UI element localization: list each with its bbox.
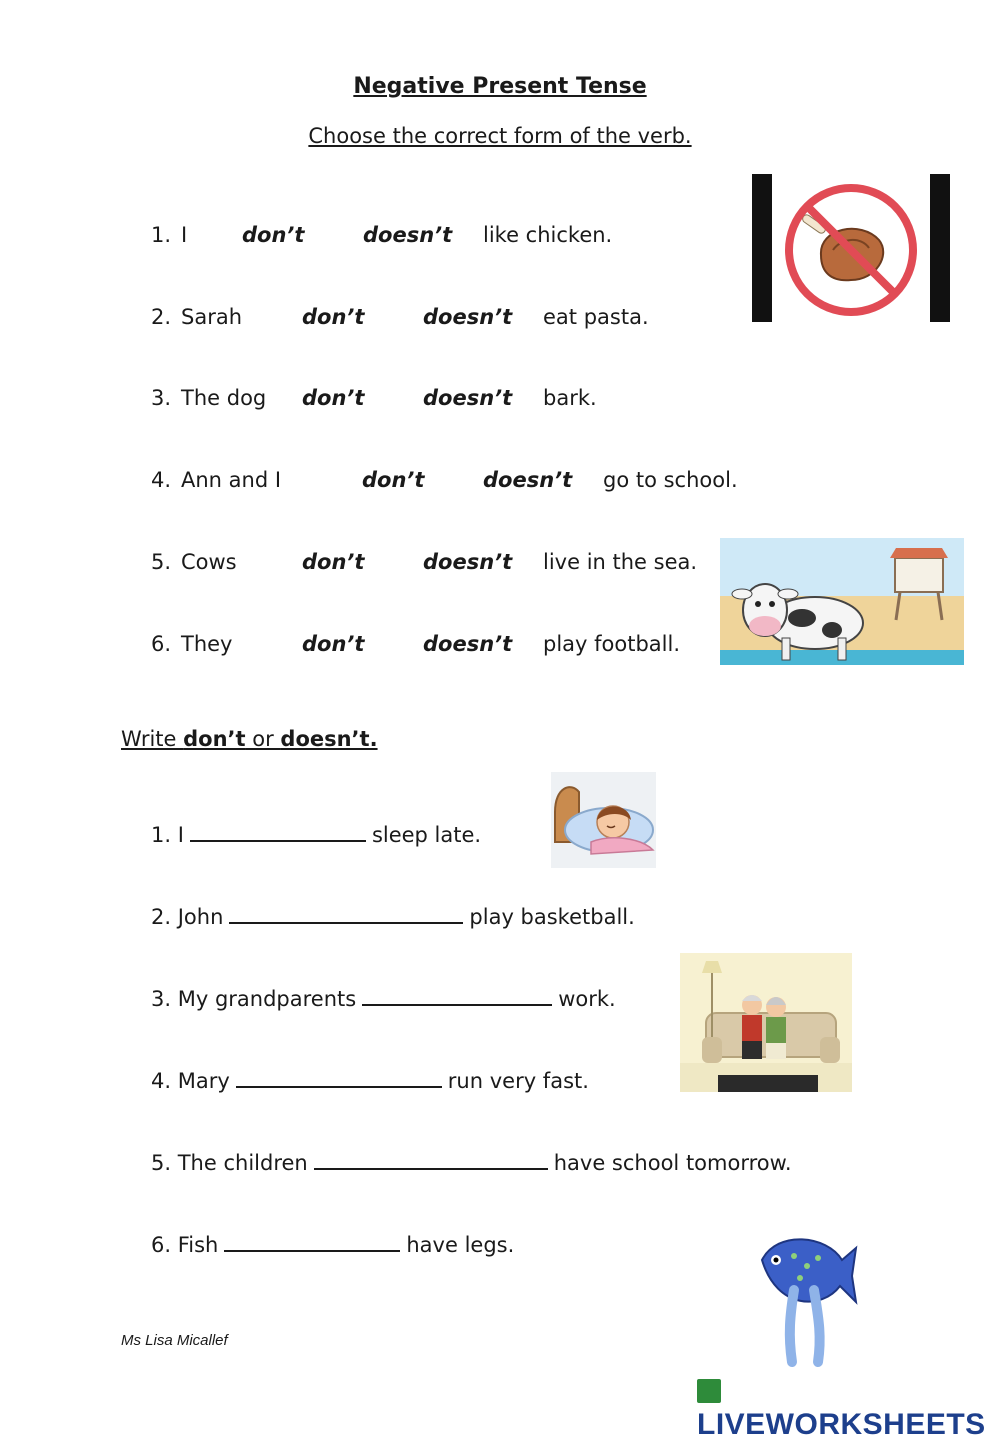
q1-number: 1. bbox=[151, 223, 172, 247]
heading-word2: doesn’t. bbox=[280, 727, 378, 751]
girl-sleeping-image bbox=[551, 772, 656, 868]
q1-option-doesnt[interactable]: doesn’t bbox=[363, 223, 453, 247]
q2-option-dont[interactable]: don’t bbox=[302, 305, 365, 329]
liveworksheets-logo-icon bbox=[697, 1379, 721, 1403]
q5-subject: Cows bbox=[181, 550, 237, 574]
q5-rest: live in the sea. bbox=[543, 550, 698, 574]
q6-subject: They bbox=[181, 632, 233, 656]
blank-q4-subject: Mary bbox=[177, 1069, 230, 1093]
liveworksheets-logo bbox=[697, 1374, 1000, 1442]
q3-option-doesnt[interactable]: doesn’t bbox=[423, 386, 513, 410]
q5-option-doesnt[interactable]: doesn’t bbox=[423, 550, 513, 574]
blank-q3-rest: work. bbox=[558, 987, 616, 1011]
q5-option-dont[interactable]: don’t bbox=[302, 550, 365, 574]
q3-option-dont[interactable]: don’t bbox=[302, 386, 365, 410]
page-title: Negative Present Tense bbox=[353, 74, 647, 99]
q4-number: 4. bbox=[151, 468, 172, 492]
q5-number: 5. bbox=[151, 550, 172, 574]
answer-blank-4[interactable] bbox=[236, 1068, 442, 1088]
blank-q2-number: 2. bbox=[151, 905, 172, 929]
instructions-part2 bbox=[121, 727, 378, 751]
grandparents-on-sofa-image bbox=[680, 953, 852, 1092]
q2-subject: Sarah bbox=[181, 305, 243, 329]
blank-q4-number: 4. bbox=[151, 1069, 172, 1093]
blank-q1-number: 1. bbox=[151, 823, 172, 847]
blank-q6-number: 6. bbox=[151, 1233, 172, 1257]
blank-q5 bbox=[151, 1150, 792, 1175]
q4-rest: go to school. bbox=[603, 468, 738, 492]
q3-subject: The dog bbox=[181, 386, 267, 410]
brand-text: LIVEWORKSHEETS bbox=[697, 1408, 986, 1441]
q2-option-doesnt[interactable]: doesn’t bbox=[423, 305, 513, 329]
q6-option-dont[interactable]: don’t bbox=[302, 632, 365, 656]
answer-blank-2[interactable] bbox=[229, 904, 463, 924]
blank-q1-rest: sleep late. bbox=[371, 823, 482, 847]
fish-with-legs-image bbox=[752, 1230, 858, 1370]
heading-word1: don’t bbox=[183, 727, 246, 751]
blank-q3-subject: My grandparents bbox=[177, 987, 357, 1011]
q1-subject: I bbox=[181, 223, 188, 247]
q2-rest: eat pasta. bbox=[543, 305, 649, 329]
blank-q4-rest: run very fast. bbox=[447, 1069, 589, 1093]
heading-mid: or bbox=[245, 727, 281, 751]
q6-option-doesnt[interactable]: doesn’t bbox=[423, 632, 513, 656]
answer-blank-3[interactable] bbox=[362, 986, 552, 1006]
heading-prefix: Write bbox=[121, 727, 184, 751]
blank-q4 bbox=[151, 1068, 589, 1093]
blank-q2-rest: play basketball. bbox=[469, 905, 635, 929]
q4-option-doesnt[interactable]: doesn’t bbox=[483, 468, 573, 492]
blank-q5-subject: The children bbox=[177, 1151, 308, 1175]
blank-q2-subject: John bbox=[177, 905, 224, 929]
blank-q3-number: 3. bbox=[151, 987, 172, 1011]
blank-q3 bbox=[151, 986, 616, 1011]
blank-q6-rest: have legs. bbox=[406, 1233, 515, 1257]
q2-number: 2. bbox=[151, 305, 172, 329]
blank-q1-subject: I bbox=[177, 823, 184, 847]
blank-q5-number: 5. bbox=[151, 1151, 172, 1175]
answer-blank-6[interactable] bbox=[224, 1232, 400, 1252]
blank-q1 bbox=[151, 822, 481, 847]
author-credit: Ms Lisa Micallef bbox=[121, 1332, 228, 1349]
answer-blank-5[interactable] bbox=[314, 1150, 548, 1170]
blank-q2 bbox=[151, 904, 635, 929]
cow-on-beach-image bbox=[720, 538, 964, 665]
q3-number: 3. bbox=[151, 386, 172, 410]
instructions-part1: Choose the correct form of the verb. bbox=[308, 124, 692, 148]
q3-rest: bark. bbox=[543, 386, 597, 410]
q6-rest: play football. bbox=[543, 632, 681, 656]
no-chicken-icon bbox=[750, 172, 952, 324]
q4-subject: Ann and I bbox=[181, 468, 282, 492]
blank-q6-subject: Fish bbox=[177, 1233, 219, 1257]
q1-rest: like chicken. bbox=[483, 223, 613, 247]
blank-q5-rest: have school tomorrow. bbox=[553, 1151, 792, 1175]
q1-option-dont[interactable]: don’t bbox=[242, 223, 305, 247]
q6-number: 6. bbox=[151, 632, 172, 656]
q4-option-dont[interactable]: don’t bbox=[362, 468, 425, 492]
blank-q6 bbox=[151, 1232, 514, 1257]
answer-blank-1[interactable] bbox=[190, 822, 366, 842]
